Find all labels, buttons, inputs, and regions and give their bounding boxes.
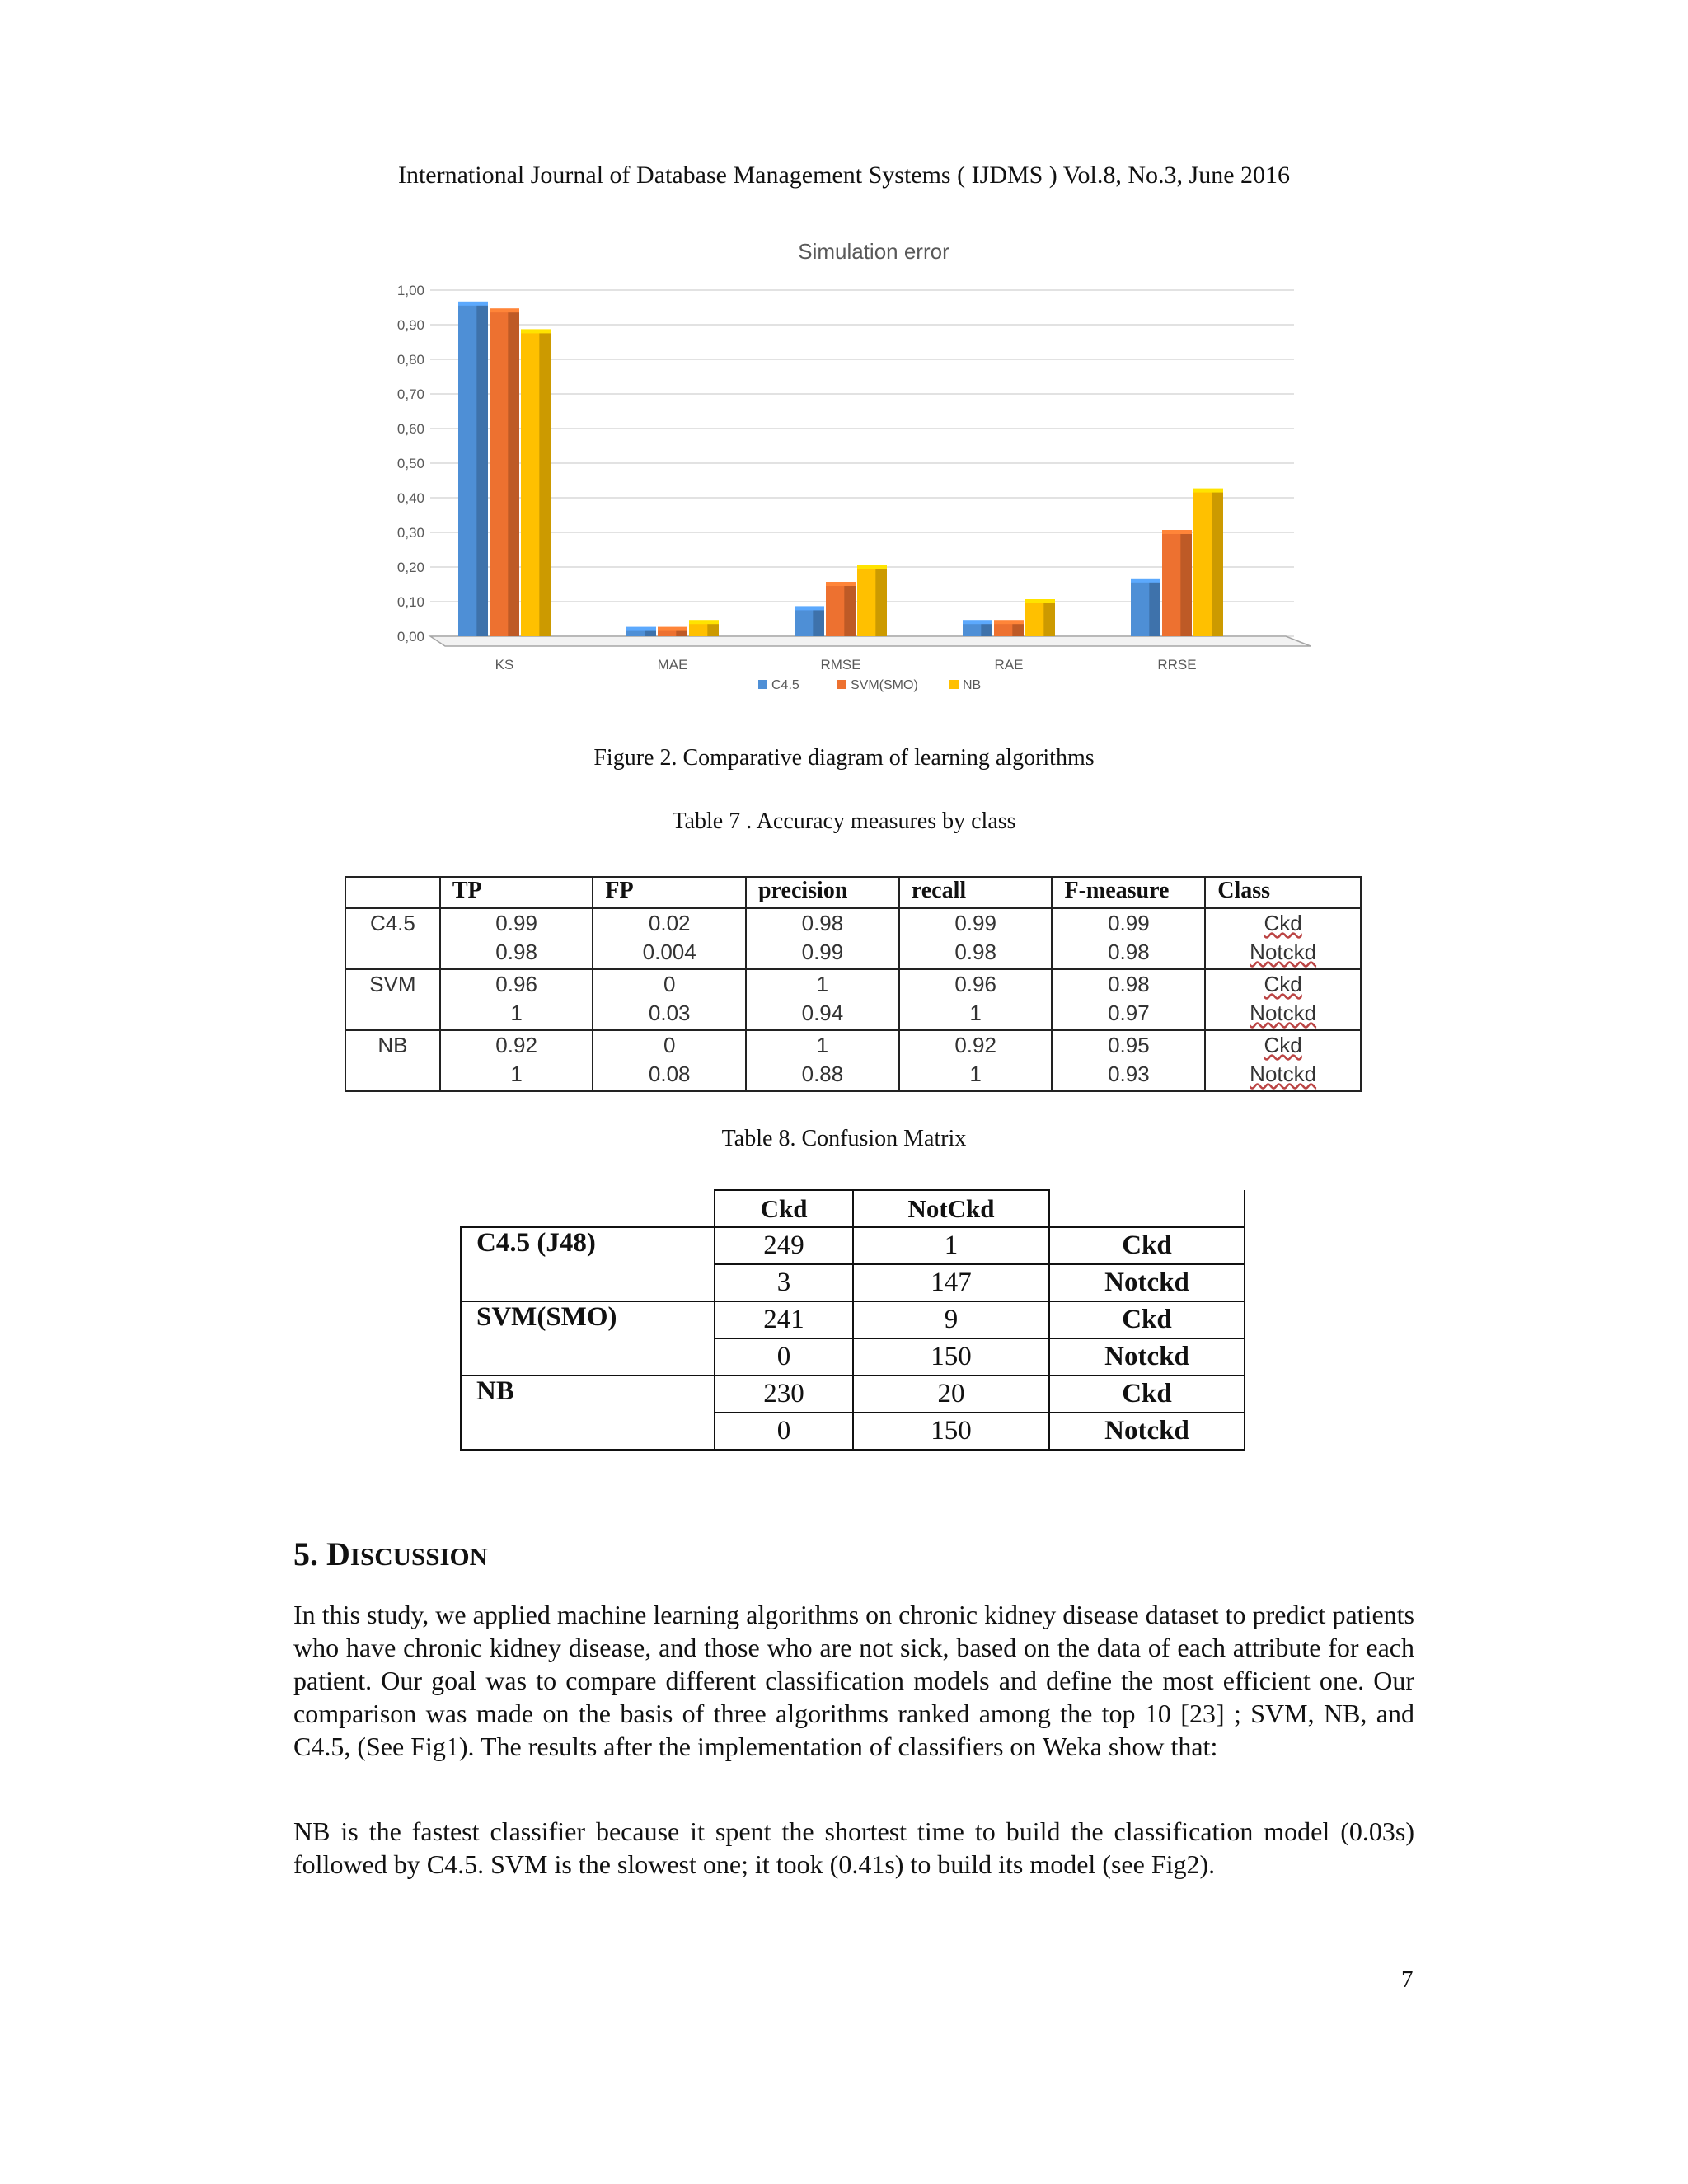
x-tick-label: KS: [495, 657, 514, 673]
header-cell: Class: [1205, 877, 1361, 908]
table8-caption: Table 8. Confusion Matrix: [721, 1126, 967, 1151]
chart-floor: [430, 636, 1311, 646]
x-tick-label: RAE: [994, 657, 1024, 673]
bar-shade: [1149, 581, 1160, 636]
precision-cell: 1 0.88: [746, 1030, 899, 1091]
bar-top: [458, 302, 488, 306]
fp-cell: 0.02 0.004: [593, 908, 746, 969]
y-tick-label: 0,80: [396, 352, 424, 368]
header-cell: recall: [899, 877, 1053, 908]
header-cell: Ckd: [715, 1190, 853, 1227]
notckd-count: 150: [853, 1413, 1049, 1450]
class-cell: Ckd: [1049, 1301, 1245, 1338]
bar-top: [658, 627, 687, 631]
algorithm-cell: SVM: [345, 969, 440, 1030]
bar-top: [1131, 579, 1160, 583]
bar-top: [994, 620, 1024, 624]
fmeasure-cell: 0.95 0.93: [1052, 1030, 1205, 1091]
x-tick-label: RMSE: [820, 657, 861, 673]
y-tick-label: 0,70: [396, 387, 424, 402]
bar-top: [857, 565, 887, 569]
bar-shade: [1012, 622, 1024, 636]
paragraph: In this study, we applied machine learning algorithms on chronic kidney disease dataset to predict patients who have chronic kidney disease, and those who are not sick, based on the data of each attribute for each patient. Our goal was to compare different classification models and define the most efficient one. Our comparison was made on the basis of three algorithms ranked among the top 10 [23] ; SVM, NB, and C4.5, (See Fig1). The results after the implementation of classifiers on Weka show that:: [293, 1600, 1414, 1761]
y-tick-label: 0,60: [396, 421, 424, 437]
figure-caption: Figure 2. Comparative diagram of learning algorithms: [593, 745, 1095, 771]
tp-cell: 0.96 1: [440, 969, 593, 1030]
precision-cell: 0.98 0.99: [746, 908, 899, 969]
y-tick-label: 0,30: [396, 525, 424, 541]
bar-shade: [844, 584, 856, 636]
recall-cell: 0.99 0.98: [899, 908, 1053, 969]
legend-swatch: [758, 680, 767, 689]
section-heading: 5. DISCUSSION: [293, 1535, 489, 1572]
page-number: 7: [1401, 1966, 1414, 1993]
table-row: [345, 969, 1361, 1030]
fp-cell: 0 0.08: [593, 1030, 746, 1091]
accuracy-table: [345, 876, 1362, 1092]
bar-top: [1193, 489, 1223, 493]
header-cell: FP: [593, 877, 746, 908]
algorithm-cell: C4.5 (J48): [461, 1227, 715, 1301]
bar-shade: [1180, 532, 1192, 636]
class-cell: Ckd: [1049, 1376, 1245, 1413]
table-row: [461, 1301, 1245, 1338]
bar-shade: [1043, 602, 1055, 636]
bar-top: [689, 620, 719, 624]
legend-swatch: [950, 680, 959, 689]
simulation-error-chart: [371, 224, 1319, 719]
notckd-count: 150: [853, 1338, 1049, 1376]
class-cell: Notckd: [1049, 1413, 1245, 1450]
table-row: [461, 1227, 1245, 1264]
recall-cell: 0.92 1: [899, 1030, 1053, 1091]
fmeasure-cell: 0.98 0.97: [1052, 969, 1205, 1030]
table-row: [345, 1030, 1361, 1091]
ckd-count: 249: [715, 1227, 853, 1264]
running-header: International Journal of Database Management Systems ( IJDMS ) Vol.8, No.3, June 2016: [397, 162, 1291, 189]
bar-top: [1025, 599, 1055, 603]
bar-shade: [813, 608, 824, 636]
ckd-count: 241: [715, 1301, 853, 1338]
y-tick-label: 0,00: [396, 629, 424, 644]
class-cell: Ckd Notckd: [1205, 908, 1361, 969]
legend-swatch: [837, 680, 846, 689]
table7-caption: Table 7 . Accuracy measures by class: [672, 808, 1016, 834]
y-tick-label: 0,90: [396, 317, 424, 333]
class-cell: Notckd: [1049, 1338, 1245, 1376]
class-cell: Ckd Notckd: [1205, 1030, 1361, 1091]
bar-top: [521, 329, 551, 333]
recall-cell: 0.96 1: [899, 969, 1053, 1030]
tp-cell: 0.99 0.98: [440, 908, 593, 969]
bar-shade: [508, 311, 519, 636]
header-cell: NotCkd: [853, 1190, 1049, 1227]
legend-label: C4.5: [771, 678, 799, 692]
bar-shade: [539, 331, 551, 636]
x-tick-label: MAE: [657, 657, 688, 673]
legend-label: SVM(SMO): [851, 678, 918, 692]
bar-shade: [1212, 491, 1223, 636]
empty-cell: [461, 1190, 715, 1227]
class-cell: Ckd Notckd: [1205, 969, 1361, 1030]
algorithm-cell: SVM(SMO): [461, 1301, 715, 1376]
y-tick-label: 1,00: [396, 283, 424, 298]
notckd-count: 147: [853, 1264, 1049, 1301]
table-row: [345, 908, 1361, 969]
bar-top: [490, 308, 519, 312]
algorithm-cell: NB: [345, 1030, 440, 1091]
fmeasure-cell: 0.99 0.98: [1052, 908, 1205, 969]
y-tick-label: 0,50: [396, 456, 424, 471]
class-cell: Notckd: [1049, 1264, 1245, 1301]
y-tick-label: 0,40: [396, 490, 424, 506]
header-cell: F-measure: [1052, 877, 1205, 908]
header-cell: TP: [440, 877, 593, 908]
accuracy-table-header: [345, 877, 1361, 908]
header-cell: [345, 877, 440, 908]
notckd-count: 20: [853, 1376, 1049, 1413]
bar-top: [626, 627, 656, 631]
notckd-count: 9: [853, 1301, 1049, 1338]
table-row: [461, 1376, 1245, 1413]
ckd-count: 3: [715, 1264, 853, 1301]
y-tick-label: 0,10: [396, 594, 424, 610]
bar-top: [963, 620, 992, 624]
tp-cell: 0.92 1: [440, 1030, 593, 1091]
ckd-count: 0: [715, 1338, 853, 1376]
x-tick-label: RRSE: [1157, 657, 1197, 673]
bar-shade: [875, 567, 887, 636]
header-cell: precision: [746, 877, 899, 908]
confusion-matrix-table: [460, 1189, 1245, 1451]
class-cell: Ckd: [1049, 1227, 1245, 1264]
bar-top: [795, 606, 824, 610]
bar-top: [1162, 530, 1192, 534]
algorithm-cell: C4.5: [345, 908, 440, 969]
bar-top: [826, 582, 856, 586]
bar-shade: [707, 622, 719, 636]
bar-shade: [476, 304, 488, 636]
notckd-count: 1: [853, 1227, 1049, 1264]
paragraph: NB is the fastest classifier because it spent the shortest time to build the classification model (0.03s) followed by C4.5. SVM is the slowest one; it took (0.41s) to build its model (see Fig2).: [293, 1816, 1414, 1879]
bar-shade: [981, 622, 992, 636]
confusion-header-row: [461, 1190, 1245, 1227]
algorithm-cell: NB: [461, 1376, 715, 1450]
fp-cell: 0 0.03: [593, 969, 746, 1030]
chart-title: Simulation error: [798, 239, 950, 264]
ckd-count: 0: [715, 1413, 853, 1450]
empty-cell: [1049, 1190, 1245, 1227]
y-tick-label: 0,20: [396, 560, 424, 575]
precision-cell: 1 0.94: [746, 969, 899, 1030]
legend-label: NB: [963, 678, 982, 692]
ckd-count: 230: [715, 1376, 853, 1413]
